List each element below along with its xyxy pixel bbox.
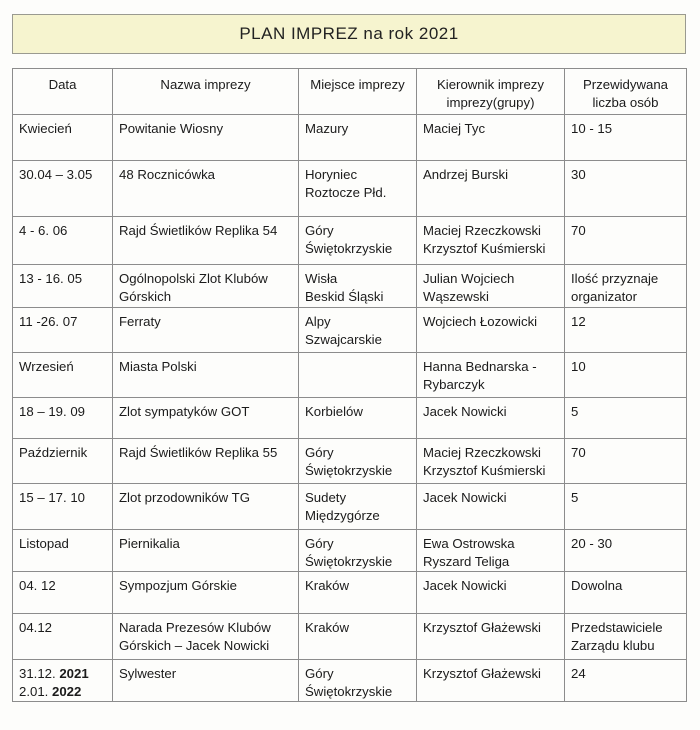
table-row (13, 660, 687, 702)
cell-date: 11 -26. 07 (13, 308, 113, 353)
cell-place: Góry Świętokrzyskie (299, 439, 417, 484)
cell-leader: Maciej Tyc (417, 115, 565, 161)
cell-date: Kwiecień (13, 115, 113, 161)
date-start: 31.12. (19, 666, 56, 681)
table-row (13, 161, 687, 217)
cell-place: Mazury (299, 115, 417, 161)
cell-count: 10 (565, 353, 687, 398)
cell-event-name: 48 Rocznicówka (113, 161, 299, 217)
cell-event-name: Rajd Świetlików Replika 55 (113, 439, 299, 484)
cell-date: 15 – 17. 10 (13, 484, 113, 530)
table-row (13, 308, 687, 353)
date-end: 2.01. (19, 684, 49, 699)
cell-count: 24 (565, 660, 687, 702)
events-table (12, 68, 687, 702)
cell-event-name: Rajd Świetlików Replika 54 (113, 217, 299, 265)
table-row (13, 439, 687, 484)
cell-date: Październik (13, 439, 113, 484)
cell-leader: Hanna Bednarska - Rybarczyk (417, 353, 565, 398)
cell-leader: Andrzej Burski (417, 161, 565, 217)
cell-place: Sudety Międzygórze (299, 484, 417, 530)
table-row (13, 572, 687, 614)
cell-place: Góry Świętokrzyskie (299, 660, 417, 702)
cell-event-name: Ogólnopolski Zlot Klubów Górskich (113, 265, 299, 308)
cell-count: Dowolna (565, 572, 687, 614)
cell-leader: Krzysztof Głażewski (417, 614, 565, 660)
cell-place: Kraków (299, 572, 417, 614)
cell-count: 10 - 15 (565, 115, 687, 161)
cell-event-name: Miasta Polski (113, 353, 299, 398)
table-row (13, 353, 687, 398)
cell-date: 13 - 16. 05 (13, 265, 113, 308)
cell-date: 30.04 – 3.05 (13, 161, 113, 217)
cell-place: Horyniec Roztocze Płd. (299, 161, 417, 217)
cell-date: 04.12 (13, 614, 113, 660)
table-row (13, 398, 687, 439)
cell-date: 4 - 6. 06 (13, 217, 113, 265)
cell-count: 12 (565, 308, 687, 353)
cell-leader: Jacek Nowicki (417, 572, 565, 614)
cell-count: 5 (565, 484, 687, 530)
table-row (13, 115, 687, 161)
cell-place: Wisła Beskid Śląski (299, 265, 417, 308)
cell-leader: Maciej Rzeczkowski Krzysztof Kuśmierski (417, 439, 565, 484)
cell-place: Góry Świętokrzyskie (299, 217, 417, 265)
cell-leader: Maciej Rzeczkowski Krzysztof Kuśmierski (417, 217, 565, 265)
cell-event-name: Powitanie Wiosny (113, 115, 299, 161)
cell-place: Góry Świętokrzyskie (299, 530, 417, 572)
cell-event-name: Narada Prezesów Klubów Górskich – Jacek Nowicki (113, 614, 299, 660)
table-row (13, 265, 687, 308)
cell-count: Ilość przyznaje organizator (565, 265, 687, 308)
cell-leader: Wojciech Łozowicki (417, 308, 565, 353)
cell-place: Korbielów (299, 398, 417, 439)
cell-count: 20 - 30 (565, 530, 687, 572)
header-event-name: Nazwa imprezy (113, 69, 299, 115)
table-header-row (13, 69, 687, 115)
cell-leader: Ewa Ostrowska Ryszard Teliga (417, 530, 565, 572)
cell-event-name: Ferraty (113, 308, 299, 353)
cell-leader: Krzysztof Głażewski (417, 660, 565, 702)
table-row (13, 484, 687, 530)
cell-count: 30 (565, 161, 687, 217)
year-end: 2022 (52, 684, 82, 699)
cell-count: 5 (565, 398, 687, 439)
cell-leader: Jacek Nowicki (417, 484, 565, 530)
cell-place: Kraków (299, 614, 417, 660)
cell-place (299, 353, 417, 398)
cell-date: 04. 12 (13, 572, 113, 614)
cell-event-name: Piernikalia (113, 530, 299, 572)
cell-date: Wrzesień (13, 353, 113, 398)
header-date: Data (13, 69, 113, 115)
cell-event-name: Sympozjum Górskie (113, 572, 299, 614)
cell-leader: Julian Wojciech Wąszewski (417, 265, 565, 308)
cell-place: Alpy Szwajcarskie (299, 308, 417, 353)
cell-event-name: Zlot sympatyków GOT (113, 398, 299, 439)
cell-date: 18 – 19. 09 (13, 398, 113, 439)
header-leader: Kierownik imprezy imprezy(grupy) (417, 69, 565, 115)
header-place: Miejsce imprezy (299, 69, 417, 115)
cell-date: Listopad (13, 530, 113, 572)
cell-count: Przedstawiciele Zarządu klubu (565, 614, 687, 660)
table-row (13, 614, 687, 660)
cell-event-name: Zlot przodowników TG (113, 484, 299, 530)
cell-count: 70 (565, 439, 687, 484)
cell-date (13, 660, 113, 702)
table-row (13, 217, 687, 265)
table-row (13, 530, 687, 572)
page-title: PLAN IMPREZ na rok 2021 (12, 14, 686, 54)
header-count: Przewidywana liczba osób (565, 69, 687, 115)
cell-event-name: Sylwester (113, 660, 299, 702)
year-start: 2021 (59, 666, 89, 681)
cell-count: 70 (565, 217, 687, 265)
cell-leader: Jacek Nowicki (417, 398, 565, 439)
